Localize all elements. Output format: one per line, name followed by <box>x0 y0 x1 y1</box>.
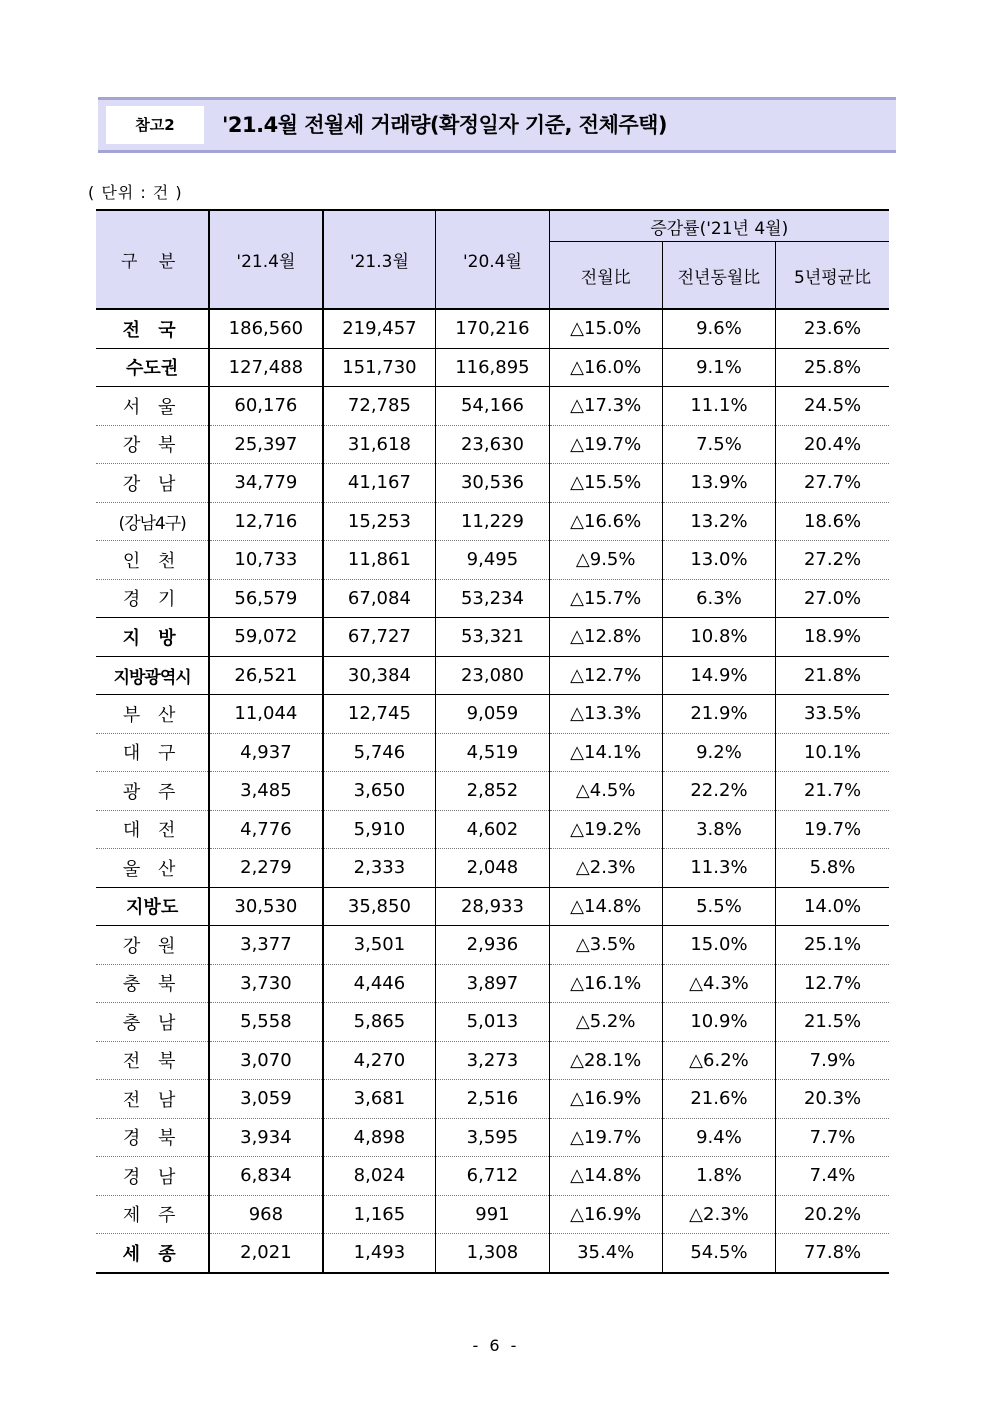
mar21-cell: 12,745 <box>323 695 436 734</box>
apr21-cell: 4,776 <box>209 810 322 849</box>
apr21-cell: 3,059 <box>209 1080 322 1119</box>
yoy-change-cell: 11.1% <box>662 387 775 426</box>
region-cell: 경 기 <box>96 579 209 618</box>
yoy-change-cell: 1.8% <box>662 1157 775 1196</box>
apr21-cell: 11,044 <box>209 695 322 734</box>
page-number: - 6 - <box>472 1336 520 1355</box>
apr21-cell: 5,558 <box>209 1003 322 1042</box>
five-year-change-cell: 18.9% <box>776 618 889 657</box>
region-cell: 지방광역시 <box>96 656 209 695</box>
mom-change-cell: △14.8% <box>549 1157 662 1196</box>
yoy-change-cell: 6.3% <box>662 579 775 618</box>
yoy-change-cell: △2.3% <box>662 1195 775 1234</box>
five-year-change-cell: 24.5% <box>776 387 889 426</box>
five-year-change-cell: 7.7% <box>776 1118 889 1157</box>
yoy-change-cell: 13.9% <box>662 464 775 503</box>
col-header-yoy: 전년동월比 <box>662 242 775 310</box>
mom-change-cell: △19.7% <box>549 1118 662 1157</box>
region-cell: 경 남 <box>96 1157 209 1196</box>
mar21-cell: 1,493 <box>323 1234 436 1273</box>
table-row <box>96 1003 889 1042</box>
apr20-cell: 170,216 <box>436 309 549 348</box>
table-row <box>96 656 889 695</box>
mar21-cell: 72,785 <box>323 387 436 426</box>
table-row <box>96 887 889 926</box>
yoy-change-cell: 10.9% <box>662 1003 775 1042</box>
table-row <box>96 964 889 1003</box>
five-year-change-cell: 18.6% <box>776 502 889 541</box>
region-cell: 강 남 <box>96 464 209 503</box>
page-title: '21.4월 전월세 거래량(확정일자 기준, 전체주택) <box>222 113 668 137</box>
apr20-cell: 2,936 <box>436 926 549 965</box>
apr20-cell: 2,048 <box>436 849 549 888</box>
apr20-cell: 23,630 <box>436 425 549 464</box>
apr20-cell: 11,229 <box>436 502 549 541</box>
region-cell: 충 남 <box>96 1003 209 1042</box>
mar21-cell: 5,910 <box>323 810 436 849</box>
apr20-cell: 9,495 <box>436 541 549 580</box>
region-cell: 제 주 <box>96 1195 209 1234</box>
apr20-cell: 3,273 <box>436 1041 549 1080</box>
mom-change-cell: △4.5% <box>549 772 662 811</box>
apr21-cell: 2,021 <box>209 1234 322 1273</box>
apr20-cell: 116,895 <box>436 348 549 387</box>
apr21-cell: 4,937 <box>209 733 322 772</box>
mom-change-cell: △15.7% <box>549 579 662 618</box>
mom-change-cell: △28.1% <box>549 1041 662 1080</box>
yoy-change-cell: 54.5% <box>662 1234 775 1273</box>
mom-change-cell: △17.3% <box>549 387 662 426</box>
title-bar <box>98 97 896 153</box>
apr21-cell: 2,279 <box>209 849 322 888</box>
mom-change-cell: △3.5% <box>549 926 662 965</box>
mom-change-cell: △16.9% <box>549 1195 662 1234</box>
mar21-cell: 3,681 <box>323 1080 436 1119</box>
region-cell: 광 주 <box>96 772 209 811</box>
table-row <box>96 926 889 965</box>
table-row <box>96 1234 889 1273</box>
mar21-cell: 1,165 <box>323 1195 436 1234</box>
five-year-change-cell: 21.7% <box>776 772 889 811</box>
apr20-cell: 54,166 <box>436 387 549 426</box>
yoy-change-cell: 14.9% <box>662 656 775 695</box>
mar21-cell: 5,865 <box>323 1003 436 1042</box>
five-year-change-cell: 21.8% <box>776 656 889 695</box>
mar21-cell: 67,727 <box>323 618 436 657</box>
apr20-cell: 991 <box>436 1195 549 1234</box>
apr21-cell: 56,579 <box>209 579 322 618</box>
apr21-cell: 3,730 <box>209 964 322 1003</box>
region-cell: (강남4구) <box>96 502 209 541</box>
five-year-change-cell: 25.8% <box>776 348 889 387</box>
yoy-change-cell: 15.0% <box>662 926 775 965</box>
apr20-cell: 6,712 <box>436 1157 549 1196</box>
mom-change-cell: △5.2% <box>549 1003 662 1042</box>
apr20-cell: 28,933 <box>436 887 549 926</box>
table-row <box>96 618 889 657</box>
region-cell: 울 산 <box>96 849 209 888</box>
five-year-change-cell: 7.4% <box>776 1157 889 1196</box>
mom-change-cell: △9.5% <box>549 541 662 580</box>
mom-change-cell: △15.5% <box>549 464 662 503</box>
table-row <box>96 579 889 618</box>
apr20-cell: 23,080 <box>436 656 549 695</box>
yoy-change-cell: 13.2% <box>662 502 775 541</box>
table-row <box>96 695 889 734</box>
mar21-cell: 4,446 <box>323 964 436 1003</box>
table-row <box>96 464 889 503</box>
mar21-cell: 2,333 <box>323 849 436 888</box>
table-row <box>96 541 889 580</box>
five-year-change-cell: 10.1% <box>776 733 889 772</box>
mom-change-cell: △16.1% <box>549 964 662 1003</box>
apr21-cell: 60,176 <box>209 387 322 426</box>
mar21-cell: 3,650 <box>323 772 436 811</box>
mar21-cell: 30,384 <box>323 656 436 695</box>
apr20-cell: 53,234 <box>436 579 549 618</box>
five-year-change-cell: 23.6% <box>776 309 889 348</box>
apr21-cell: 34,779 <box>209 464 322 503</box>
mom-change-cell: △14.1% <box>549 733 662 772</box>
mar21-cell: 3,501 <box>323 926 436 965</box>
five-year-change-cell: 19.7% <box>776 810 889 849</box>
apr21-cell: 25,397 <box>209 425 322 464</box>
yoy-change-cell: 3.8% <box>662 810 775 849</box>
yoy-change-cell: 13.0% <box>662 541 775 580</box>
table-row <box>96 502 889 541</box>
col-header-growth-group: 증감률('21년 4월) <box>549 210 889 242</box>
col-header-region: 구 분 <box>96 210 209 309</box>
apr20-cell: 3,897 <box>436 964 549 1003</box>
mom-change-cell: △19.2% <box>549 810 662 849</box>
mar21-cell: 151,730 <box>323 348 436 387</box>
five-year-change-cell: 20.3% <box>776 1080 889 1119</box>
col-header-mar21: '21.3월 <box>323 210 436 309</box>
mom-change-cell: 35.4% <box>549 1234 662 1273</box>
mom-change-cell: △16.6% <box>549 502 662 541</box>
five-year-change-cell: 20.4% <box>776 425 889 464</box>
region-cell: 대 전 <box>96 810 209 849</box>
yoy-change-cell: 11.3% <box>662 849 775 888</box>
mar21-cell: 31,618 <box>323 425 436 464</box>
five-year-change-cell: 27.0% <box>776 579 889 618</box>
table-row <box>96 733 889 772</box>
yoy-change-cell: △6.2% <box>662 1041 775 1080</box>
five-year-change-cell: 77.8% <box>776 1234 889 1273</box>
apr20-cell: 3,595 <box>436 1118 549 1157</box>
col-header-apr21: '21.4월 <box>209 210 322 309</box>
region-cell: 충 북 <box>96 964 209 1003</box>
table-row <box>96 810 889 849</box>
table-row <box>96 1118 889 1157</box>
apr21-cell: 10,733 <box>209 541 322 580</box>
region-cell: 지 방 <box>96 618 209 657</box>
yoy-change-cell: 22.2% <box>662 772 775 811</box>
yoy-change-cell: 9.2% <box>662 733 775 772</box>
apr21-cell: 186,560 <box>209 309 322 348</box>
mar21-cell: 4,270 <box>323 1041 436 1080</box>
col-header-mom: 전월比 <box>549 242 662 310</box>
mar21-cell: 35,850 <box>323 887 436 926</box>
region-cell: 세 종 <box>96 1234 209 1273</box>
col-header-5yr: 5년평균比 <box>776 242 889 310</box>
table-row <box>96 1041 889 1080</box>
table-row <box>96 425 889 464</box>
mom-change-cell: △16.0% <box>549 348 662 387</box>
apr20-cell: 4,602 <box>436 810 549 849</box>
five-year-change-cell: 27.7% <box>776 464 889 503</box>
five-year-change-cell: 21.5% <box>776 1003 889 1042</box>
apr21-cell: 3,934 <box>209 1118 322 1157</box>
apr20-cell: 4,519 <box>436 733 549 772</box>
apr21-cell: 26,521 <box>209 656 322 695</box>
apr20-cell: 2,516 <box>436 1080 549 1119</box>
yoy-change-cell: 10.8% <box>662 618 775 657</box>
five-year-change-cell: 14.0% <box>776 887 889 926</box>
mom-change-cell: △2.3% <box>549 849 662 888</box>
mom-change-cell: △13.3% <box>549 695 662 734</box>
apr21-cell: 3,485 <box>209 772 322 811</box>
table-row <box>96 348 889 387</box>
apr21-cell: 6,834 <box>209 1157 322 1196</box>
five-year-change-cell: 12.7% <box>776 964 889 1003</box>
five-year-change-cell: 7.9% <box>776 1041 889 1080</box>
yoy-change-cell: 9.6% <box>662 309 775 348</box>
apr21-cell: 30,530 <box>209 887 322 926</box>
yoy-change-cell: 21.6% <box>662 1080 775 1119</box>
mom-change-cell: △12.7% <box>549 656 662 695</box>
five-year-change-cell: 20.2% <box>776 1195 889 1234</box>
apr20-cell: 30,536 <box>436 464 549 503</box>
mom-change-cell: △19.7% <box>549 425 662 464</box>
apr21-cell: 12,716 <box>209 502 322 541</box>
region-cell: 전 국 <box>96 309 209 348</box>
mar21-cell: 15,253 <box>323 502 436 541</box>
apr20-cell: 2,852 <box>436 772 549 811</box>
region-cell: 강 원 <box>96 926 209 965</box>
mom-change-cell: △12.8% <box>549 618 662 657</box>
mar21-cell: 11,861 <box>323 541 436 580</box>
apr20-cell: 53,321 <box>436 618 549 657</box>
region-cell: 인 천 <box>96 541 209 580</box>
table-row <box>96 772 889 811</box>
five-year-change-cell: 25.1% <box>776 926 889 965</box>
table-row <box>96 309 889 348</box>
yoy-change-cell: △4.3% <box>662 964 775 1003</box>
table-row <box>96 1080 889 1119</box>
five-year-change-cell: 27.2% <box>776 541 889 580</box>
region-cell: 전 북 <box>96 1041 209 1080</box>
region-cell: 수도권 <box>96 348 209 387</box>
table-row <box>96 1195 889 1234</box>
region-cell: 서 울 <box>96 387 209 426</box>
apr20-cell: 9,059 <box>436 695 549 734</box>
mom-change-cell: △14.8% <box>549 887 662 926</box>
five-year-change-cell: 33.5% <box>776 695 889 734</box>
mar21-cell: 219,457 <box>323 309 436 348</box>
rental-transactions-table <box>96 209 889 1274</box>
mar21-cell: 67,084 <box>323 579 436 618</box>
mar21-cell: 8,024 <box>323 1157 436 1196</box>
region-cell: 경 북 <box>96 1118 209 1157</box>
apr21-cell: 3,377 <box>209 926 322 965</box>
yoy-change-cell: 9.1% <box>662 348 775 387</box>
mom-change-cell: △16.9% <box>549 1080 662 1119</box>
col-header-apr20: '20.4월 <box>436 210 549 309</box>
table-row <box>96 387 889 426</box>
mar21-cell: 4,898 <box>323 1118 436 1157</box>
mom-change-cell: △15.0% <box>549 309 662 348</box>
yoy-change-cell: 21.9% <box>662 695 775 734</box>
mar21-cell: 41,167 <box>323 464 436 503</box>
table-row <box>96 849 889 888</box>
five-year-change-cell: 5.8% <box>776 849 889 888</box>
yoy-change-cell: 7.5% <box>662 425 775 464</box>
yoy-change-cell: 9.4% <box>662 1118 775 1157</box>
region-cell: 지방도 <box>96 887 209 926</box>
table-row <box>96 1157 889 1196</box>
unit-note: ( 단위 : 건 ) <box>88 183 183 202</box>
table-body <box>96 309 889 1273</box>
apr21-cell: 968 <box>209 1195 322 1234</box>
apr20-cell: 1,308 <box>436 1234 549 1273</box>
apr21-cell: 127,488 <box>209 348 322 387</box>
region-cell: 대 구 <box>96 733 209 772</box>
apr21-cell: 3,070 <box>209 1041 322 1080</box>
region-cell: 전 남 <box>96 1080 209 1119</box>
reference-label: 참고2 <box>106 106 204 144</box>
region-cell: 강 북 <box>96 425 209 464</box>
apr20-cell: 5,013 <box>436 1003 549 1042</box>
mar21-cell: 5,746 <box>323 733 436 772</box>
region-cell: 부 산 <box>96 695 209 734</box>
apr21-cell: 59,072 <box>209 618 322 657</box>
yoy-change-cell: 5.5% <box>662 887 775 926</box>
